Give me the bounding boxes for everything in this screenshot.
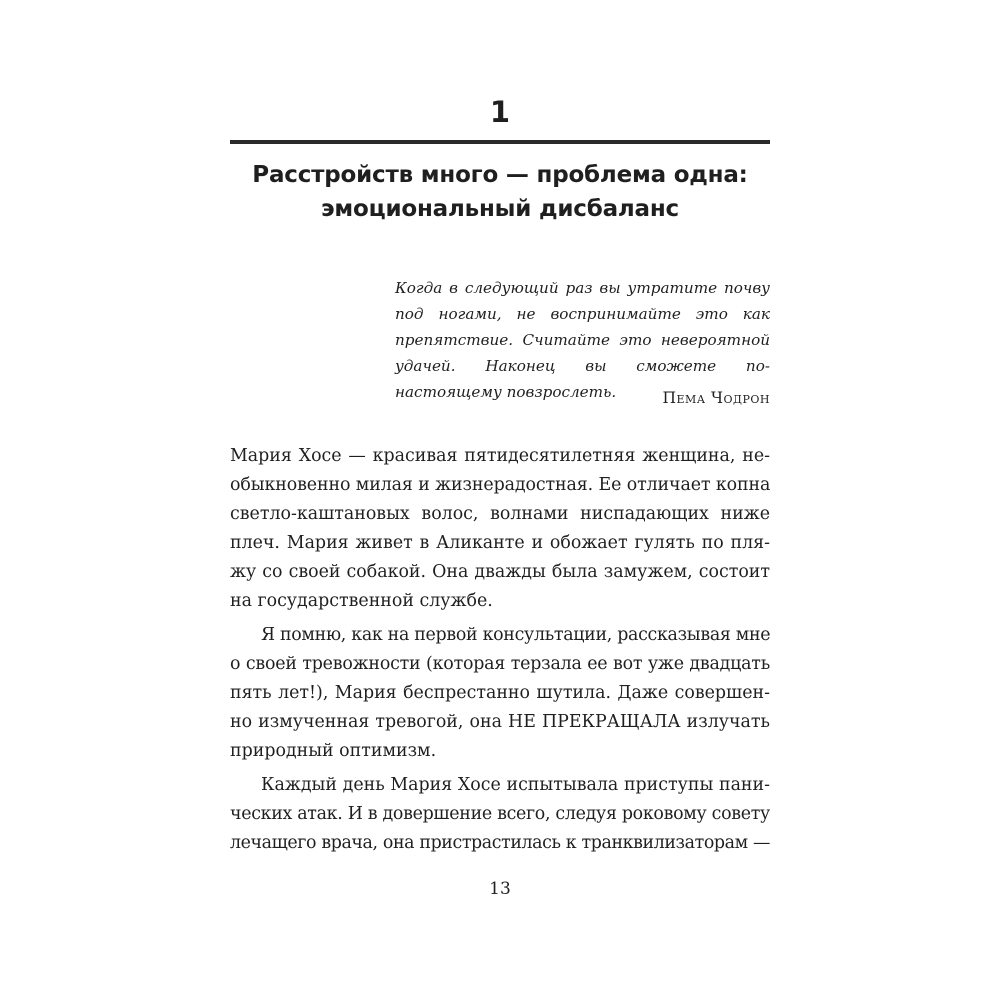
text-line: плеч. Мария живет в Аликанте и обожает гулять по пля-: [230, 533, 770, 553]
chapter-title-line-2: эмоциональный дисбаланс: [320, 196, 679, 222]
page-number: 13: [489, 879, 511, 899]
text-line: о своей тревожности (которая терзала ее вот уже двадцать: [230, 654, 770, 674]
text-line: жу со своей собакой. Она дважды была замужем, состоит: [230, 562, 770, 582]
body-text: [230, 442, 770, 858]
chapter-title-line-1: Расстройств много — проблема одна:: [252, 162, 748, 188]
epigraph-author: Пема Чодрон: [662, 389, 770, 407]
text-line: на государственной службе.: [230, 591, 493, 611]
text-line: светло-каштановых волос, волнами ниспадающих ниже: [230, 504, 770, 524]
text-line: Я помню, как на первой консультации, рассказывая мне: [261, 625, 771, 645]
text-line: Мария Хосе — красивая пятидесятилетняя женщина, не-: [230, 446, 770, 466]
chapter-number: 1: [489, 95, 511, 129]
text-line: но измученная тревогой, она НЕ ПРЕКРАЩАЛА излучать: [230, 712, 770, 732]
epigraph-quote: Когда в следующий раз вы утратите почву под ногами, не воспринимайте это как препятствие. Считайте это невероятной удачей. Наконец вы сможете по-настоящему повзрослеть.: [395, 279, 770, 401]
chapter-divider: [230, 140, 770, 144]
text-line: обыкновенно милая и жизнерадостная. Ее отличает копна: [230, 475, 771, 495]
chapter-title: [230, 158, 770, 226]
text-line: природный оптимизм.: [230, 741, 437, 761]
text-line: лечащего врача, она пристрастилась к транквилизаторам —: [230, 833, 770, 853]
text-line: пять лет!), Мария беспрестанно шутила. Даже совершен-: [230, 683, 770, 703]
text-line: Каждый день Мария Хосе испытывала приступы пани-: [261, 775, 770, 795]
text-line: ческих атак. И в довершение всего, следуя роковому совету: [230, 804, 770, 824]
